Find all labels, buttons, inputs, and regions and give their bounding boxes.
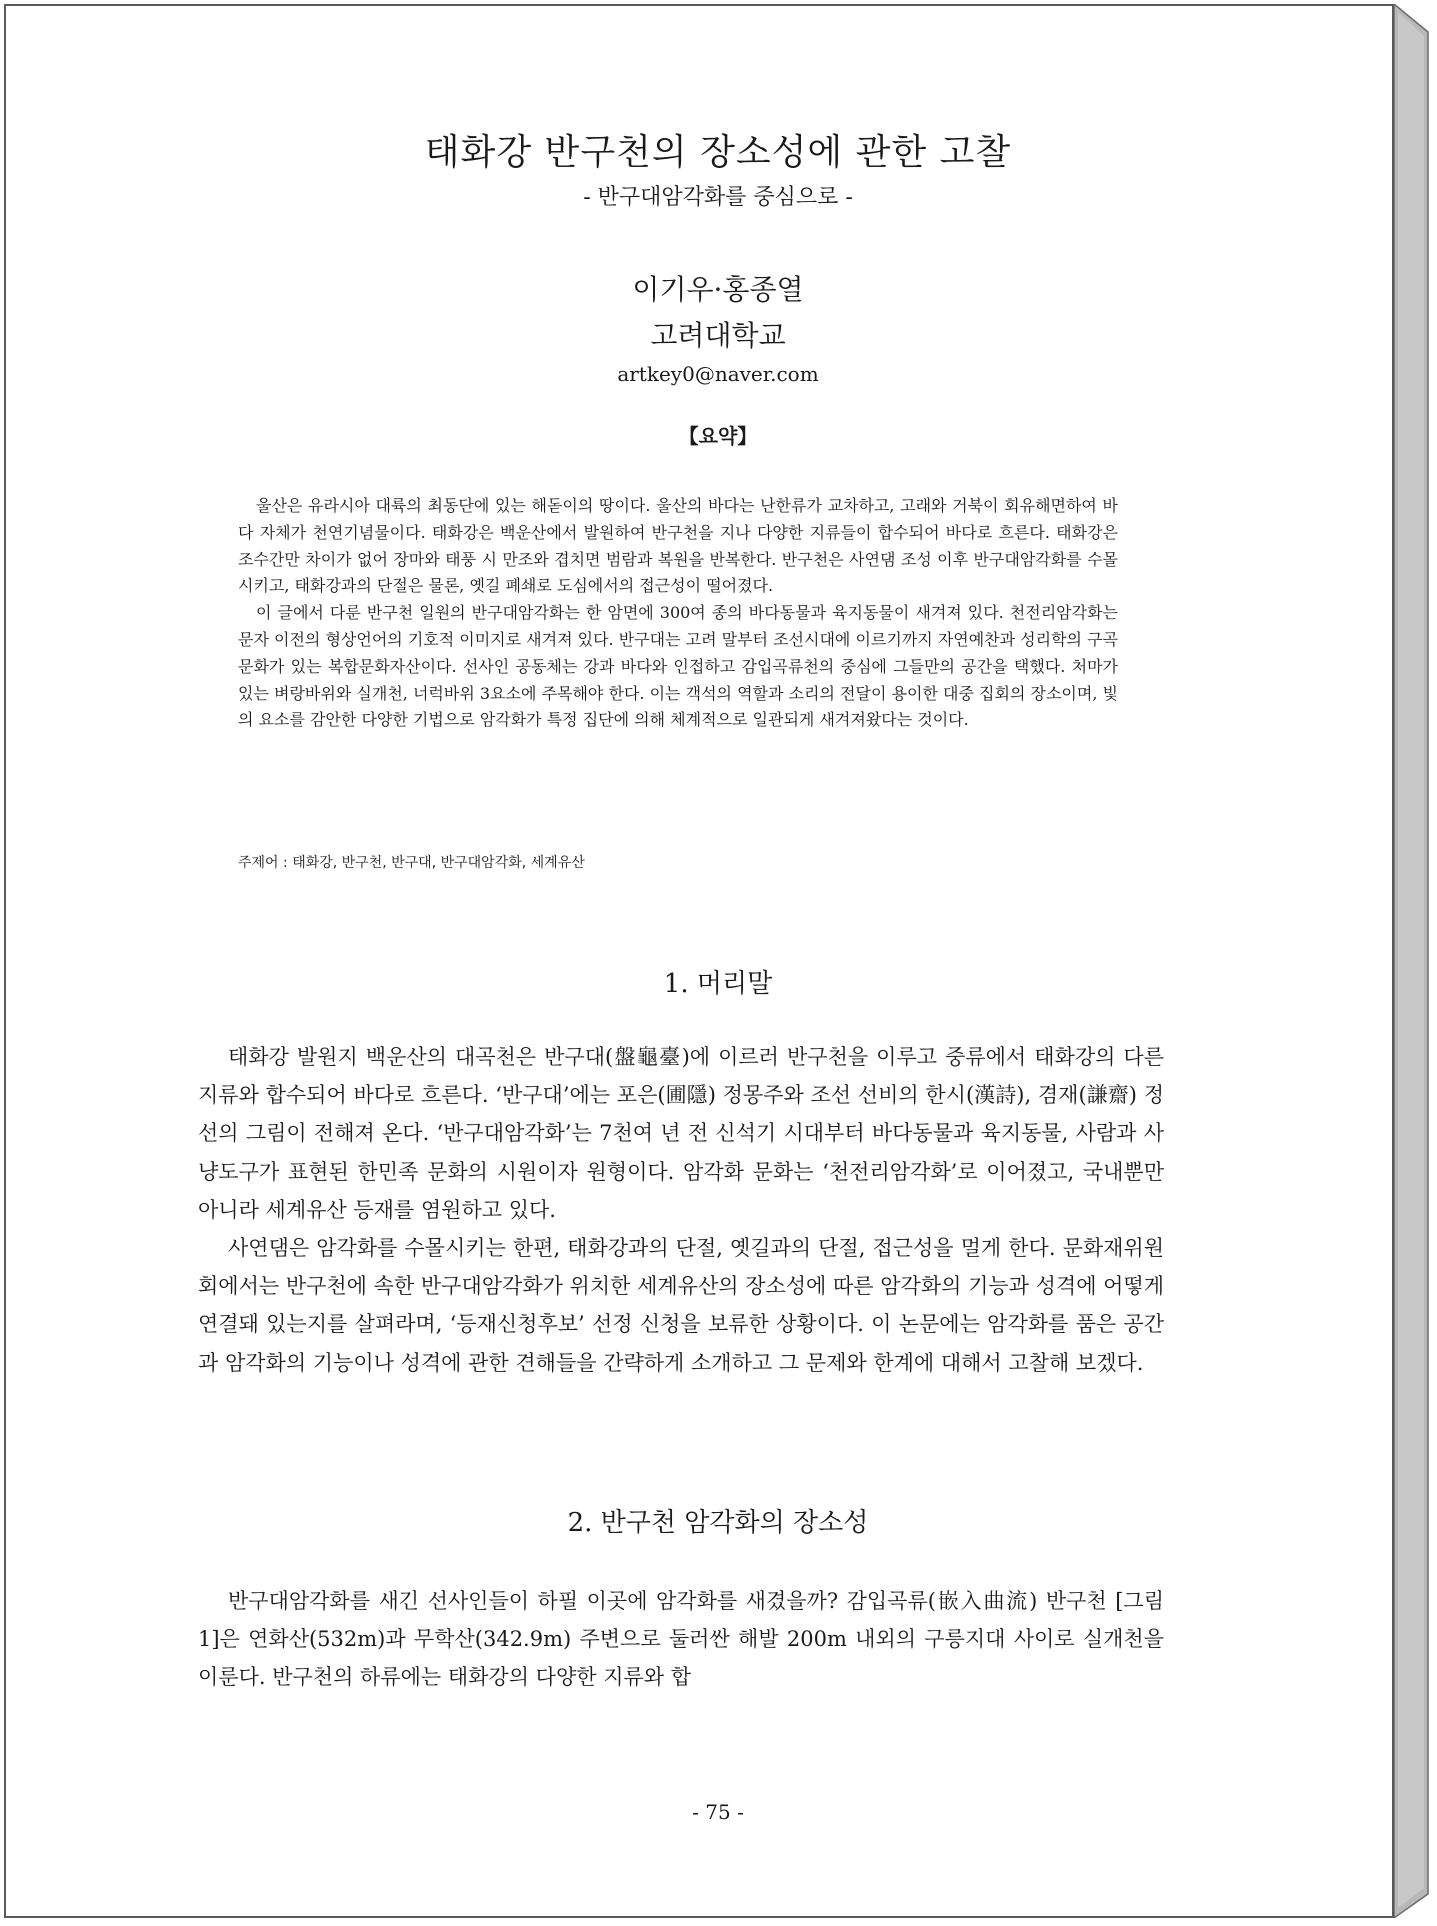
section-body-introduction <box>198 1038 1164 1382</box>
keywords: 주제어 : 태화강, 반구천, 반구대, 반구대암각화, 세계유산 <box>238 855 585 871</box>
body-paragraph: 반구대암각화를 새긴 선사인들이 하필 이곳에 암각화를 새겼을까? 감입곡류(嵌入曲流) 반구천 [그림 1]은 연화산(532m)과 무학산(342.9m) 주변으로 둘러싼 해발 200m 내외의 구릉지대 사이로 실개천을 이룬다. 반구천의 하류에는 태화강의 다양한 지류와 합 <box>198 1589 1164 1690</box>
paper-title: 태화강 반구천의 장소성에 관한 고찰 <box>424 132 1012 173</box>
section-heading-placeness: 2. 반구천 암각화의 장소성 <box>567 1508 869 1538</box>
paper-subtitle: - 반구대암각화를 중심으로 - <box>583 185 853 210</box>
author-names: 이기우·홍종열 <box>632 273 804 306</box>
abstract-paragraph: 이 글에서 다룬 반구천 일원의 반구대암각화는 한 암면에 300여 종의 바다동물과 육지동물이 새겨져 있다. 천전리암각화는 문자 이전의 형상언어의 기호적 이미지로 새겨져 있다. 반구대는 고려 말부터 조선시대에 이르기까지 자연예찬과 성리학의 구곡문화가 있는 복합문화자산이다. 선사인 공동체는 강과 바다와 인접하고 감입곡류천의 중심에 그들만의 공간을 택했다. 처마가 있는 벼랑바위와 실개천, 너럭바위 3요소에 주목해야 한다. 이는 객석의 역할과 소리의 전달이 용이한 대중 집회의 장소이며, 빛의 요소를 감안한 다양한 기법으로 암각화가 특정 집단에 의해 체계적으로 일관되게 새겨져왔다는 것이다. <box>238 603 1119 730</box>
author-affiliation: 고려대학교 <box>650 319 786 352</box>
abstract-heading: 【요약】 <box>678 424 758 448</box>
abstract <box>238 493 1118 734</box>
body-paragraph: 사연댐은 암각화를 수몰시키는 한편, 태화강과의 단절, 옛길과의 단절, 접근성을 멀게 한다. 문화재위원회에서는 반구천에 속한 반구대암각화가 위치한 세계유산의 장소성에 따른 암각화의 기능과 성격에 어떻게 연결돼 있는지를 살펴라며, ‘등재신청후보’ 선정 신청을 보류한 상황이다. 이 논문에는 암각화를 품은 공간과 암각화의 기능이나 성격에 관한 견해들을 간략하게 소개하고 그 문제와 한계에 대해서 고찰해 보겠다. <box>198 1236 1165 1375</box>
section-heading-introduction: 1. 머리말 <box>663 969 773 999</box>
body-paragraph: 태화강 발원지 백운산의 대곡천은 반구대(盤龜臺)에 이르러 반구천을 이루고 중류에서 태화강의 다른 지류와 합수되어 바다로 흐른다. ‘반구대’에는 포은(圃隱) 정몽주와 조선 선비의 한시(漢詩), 겸재(謙齋) 정선의 그림이 전해져 온다. ‘반구대암각화’는 7천여 년 전 신석기 시대부터 바다동물과 육지동물, 사람과 사냥도구가 표현된 한민족 문화의 시원이자 원형이다. 암각화 문화는 ‘천전리암각화’로 이어졌고, 국내뿐만 아니라 세계유산 등재를 염원하고 있다. <box>198 1045 1164 1222</box>
page-number: - 75 - <box>692 1800 744 1824</box>
section-body-placeness <box>198 1582 1164 1697</box>
abstract-paragraph: 울산은 유라시아 대륙의 최동단에 있는 해돋이의 땅이다. 울산의 바다는 난한류가 교차하고, 고래와 거북이 회유해면하여 바다 자체가 천연기념물이다. 태화강은 백운산에서 발원하여 반구천을 지나 다양한 지류들이 합수되어 바다로 흐른다. 태화강은 조수간만 차이가 없어 장마와 태풍 시 만조와 겹치면 범람과 복원을 반복한다. 반구천은 사연댐 조성 이후 반구대암각화를 수몰시키고, 태화강과의 단절은 물론, 옛길 폐쇄로 도심에서의 접근성이 떨어졌다. <box>238 496 1118 596</box>
author-email: artkey0@naver.com <box>617 362 819 386</box>
